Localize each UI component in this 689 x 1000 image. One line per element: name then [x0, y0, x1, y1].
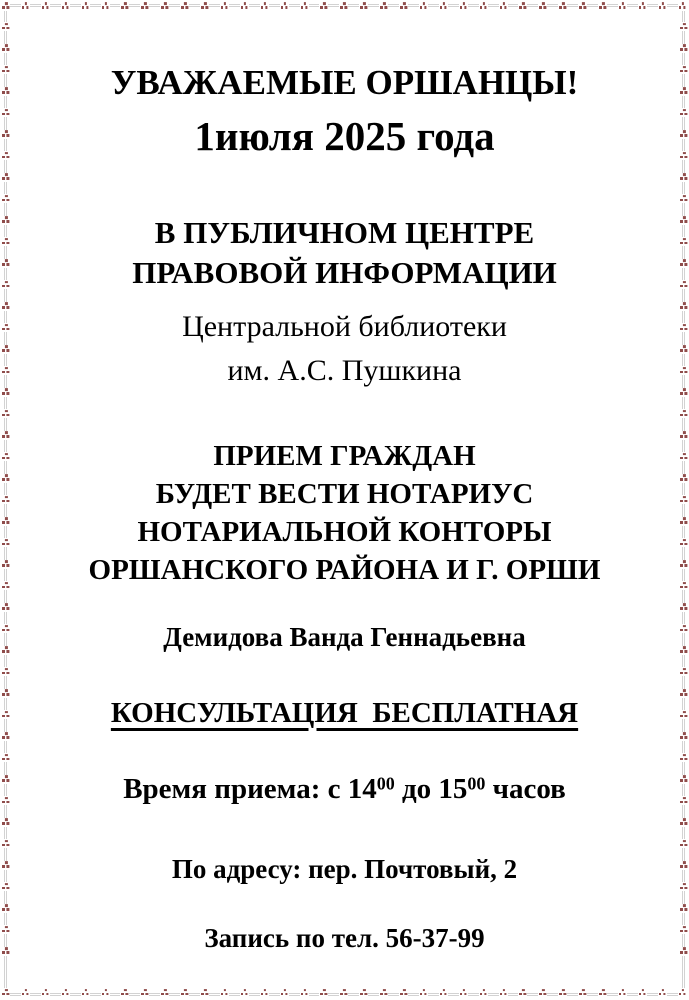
schedule-line	[44, 772, 645, 807]
schedule-part-1: Время приема: с 14	[123, 773, 377, 806]
schedule-part-3: часов	[485, 773, 566, 806]
date-line: 1июля 2025 года	[194, 113, 495, 159]
venue-line-1: В ПУБЛИЧНОМ ЦЕНТРЕ	[154, 215, 535, 251]
event-line-3: НОТАРИАЛЬНОЙ КОНТОРЫ	[137, 516, 552, 549]
notary-name: Демидова Ванда Геннадьевна	[163, 622, 526, 653]
phone-line: Запись по тел. 56-37-99	[204, 922, 485, 953]
announcement-content	[10, 10, 679, 990]
schedule-part-2: до 15	[394, 773, 468, 806]
schedule-sup-2: 00	[467, 773, 486, 794]
library-line-1: Центральной библиотеки	[182, 310, 507, 344]
schedule-sup-1: 00	[376, 773, 395, 794]
event-line-1: ПРИЕМ ГРАЖДАН	[213, 440, 476, 473]
venue-block	[44, 213, 645, 293]
consultation-line: КОНСУЛЬТАЦИЯ БЕСПЛАТНАЯ	[110, 696, 579, 729]
heading-line: УВАЖАЕМЫЕ ОРШАНЦЫ!	[110, 63, 579, 102]
venue-line-2: ПРАВОВОЙ ИНФОРМАЦИИ	[132, 255, 557, 291]
address-line: По адресу: пер. Почтовый, 2	[171, 854, 518, 885]
event-block	[44, 437, 645, 589]
library-line-2: им. А.С. Пушкина	[227, 354, 462, 388]
event-line-2: БУДЕТ ВЕСТИ НОТАРИУС	[155, 478, 534, 511]
library-block	[44, 305, 645, 393]
event-line-4: ОРШАНСКОГО РАЙОНА И Г. ОРШИ	[88, 554, 601, 587]
